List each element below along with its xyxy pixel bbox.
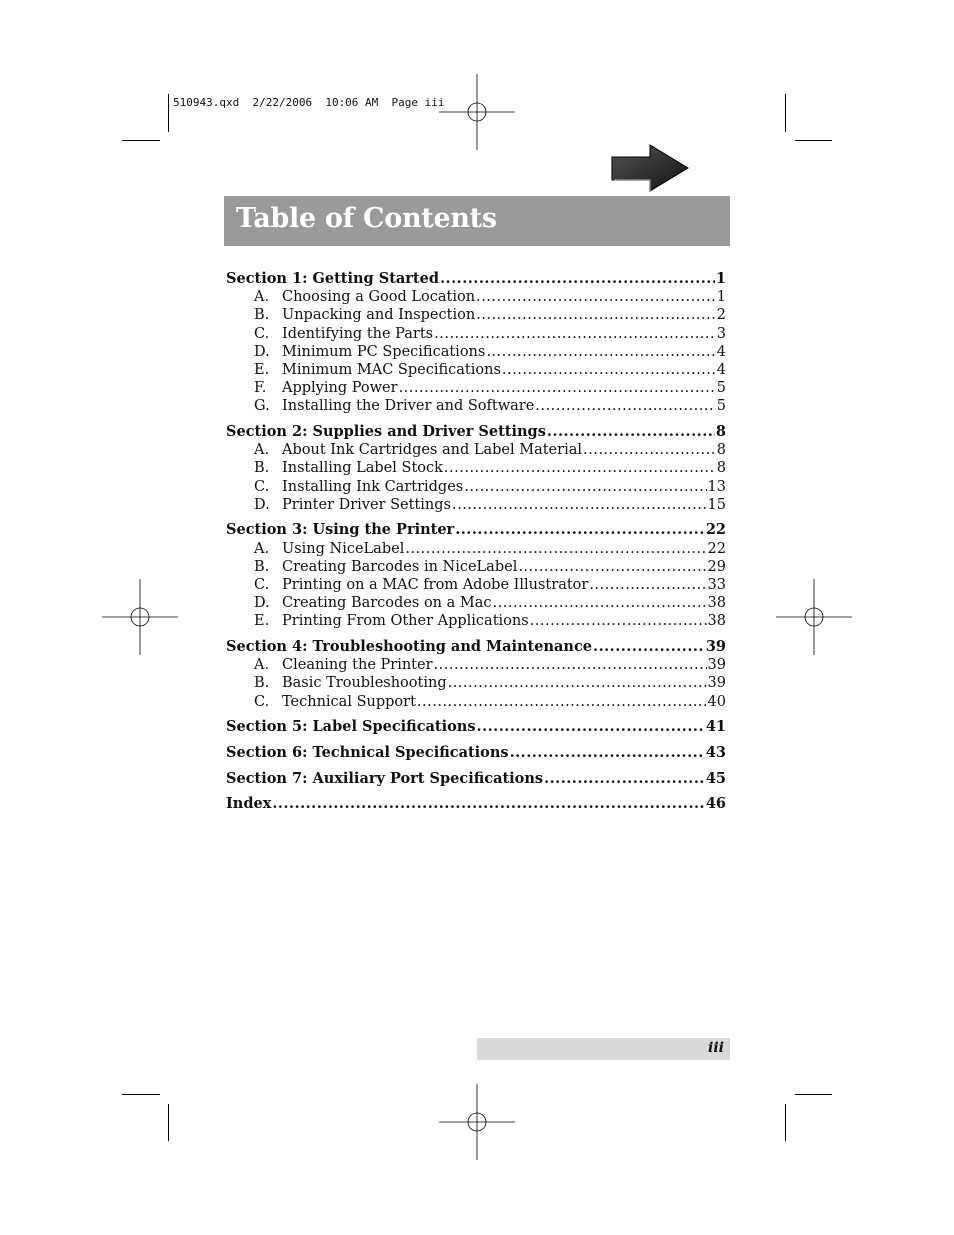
toc-leader-dots [452, 496, 707, 514]
toc-item-letter: A. [254, 657, 270, 674]
toc-page-number: 40 [707, 693, 726, 710]
toc-item-letter: B. [254, 307, 270, 324]
toc-section-entry[interactable] [226, 744, 726, 762]
toc-page-number: 8 [715, 423, 726, 440]
toc-leader-dots [583, 441, 716, 459]
toc-section-label: Section 3: Using the Printer [226, 521, 455, 539]
crop-mark-bottom-left-h [122, 1094, 160, 1095]
toc-subsection-entry[interactable] [226, 478, 726, 496]
toc-page-number: 5 [716, 380, 726, 397]
toc-leader-dots [444, 459, 716, 477]
toc-item-letter: B. [254, 558, 270, 575]
section-gap [226, 514, 726, 522]
registration-mark-icon [439, 1084, 515, 1160]
toc-page-number: 4 [716, 361, 726, 378]
toc-page-number: 38 [707, 595, 726, 612]
toc-item-label: Printer Driver Settings [282, 496, 451, 513]
toc-page-number: 45 [705, 769, 726, 787]
toc-page-number: 2 [716, 307, 726, 324]
toc-item-label: Installing Ink Cartridges [282, 478, 464, 495]
toc-page-number: 41 [705, 718, 726, 736]
toc-page-number: 15 [707, 496, 726, 513]
toc-subsection-entry[interactable] [226, 576, 726, 594]
toc-leader-dots [448, 674, 707, 692]
toc-subsection-entry[interactable] [226, 540, 726, 558]
toc-item-label: Minimum PC Specifications [282, 343, 486, 360]
section-gap [226, 416, 726, 424]
toc-leader-dots [272, 795, 704, 813]
toc-page-number: 1 [715, 270, 726, 287]
toc-item-label: Printing From Other Applications [282, 613, 529, 630]
toc-section-entry[interactable] [226, 521, 726, 539]
section-gap [226, 737, 726, 745]
title-bar [224, 196, 730, 246]
section-gap [226, 711, 726, 719]
toc-section-label: Section 1: Getting Started [226, 270, 439, 287]
toc-page-number: 4 [716, 343, 726, 360]
toc-item-label: Installing Label Stock [282, 460, 443, 477]
toc-leader-dots [434, 325, 716, 343]
toc-section-label: Section 6: Technical Specifications [226, 744, 509, 761]
toc-page-number: 22 [707, 540, 726, 557]
toc-section-entry[interactable] [226, 638, 726, 656]
toc-item-label: Unpacking and Inspection [282, 307, 476, 324]
toc-leader-dots [589, 576, 706, 594]
toc-item-label: Choosing a Good Location [282, 289, 476, 306]
toc-section-entry[interactable] [226, 718, 726, 736]
page-title: Table of Contents [236, 203, 497, 234]
toc-item-letter: A. [254, 540, 270, 557]
toc-subsection-entry[interactable] [226, 361, 726, 379]
registration-mark-icon [439, 74, 515, 150]
toc-page-number: 1 [716, 289, 726, 306]
toc-page-number: 39 [707, 657, 726, 674]
toc-leader-dots [510, 744, 705, 762]
toc-item-label: Creating Barcodes in NiceLabel [282, 558, 518, 575]
toc-leader-dots [502, 361, 716, 379]
toc-item-label: Creating Barcodes on a Mac [282, 595, 492, 612]
toc-item-letter: A. [254, 289, 270, 306]
toc-leader-dots [434, 656, 707, 674]
toc-item-letter: F. [254, 380, 267, 397]
toc-page-number: 39 [705, 638, 726, 656]
registration-mark-icon [102, 579, 178, 655]
toc-section-label: Section 4: Troubleshooting and Maintenance [226, 638, 593, 656]
toc-leader-dots [493, 594, 707, 612]
toc-section-label: Index [226, 795, 272, 813]
toc-leader-dots [476, 306, 716, 324]
toc-item-letter: B. [254, 460, 270, 477]
toc-item-label: Using NiceLabel [282, 540, 405, 557]
toc-page-number: 8 [716, 442, 726, 459]
toc-subsection-entry[interactable] [226, 496, 726, 514]
toc-section-entry[interactable] [226, 770, 726, 788]
toc-section-entry[interactable] [226, 270, 726, 288]
toc-page-number: 3 [716, 325, 726, 342]
section-gap [226, 631, 726, 639]
toc-subsection-entry[interactable] [226, 656, 726, 674]
toc-subsection-entry[interactable] [226, 379, 726, 397]
toc-item-label: Applying Power [282, 380, 398, 397]
toc-section-label: Section 5: Label Specifications [226, 718, 476, 736]
toc-subsection-entry[interactable] [226, 594, 726, 612]
toc-item-letter: C. [254, 478, 270, 495]
crop-mark-top-right-h [795, 140, 832, 141]
toc-leader-dots [405, 540, 706, 558]
toc-section-entry[interactable] [226, 795, 726, 813]
crop-mark-bottom-right-h [795, 1094, 832, 1095]
toc-subsection-entry[interactable] [226, 306, 726, 324]
toc-subsection-entry[interactable] [226, 612, 726, 630]
toc-item-letter: E. [254, 613, 270, 630]
toc-item-label: Cleaning the Printer [282, 657, 433, 674]
toc-leader-dots [399, 379, 716, 397]
toc-page-number: 39 [707, 675, 726, 692]
toc-subsection-entry[interactable] [226, 288, 726, 306]
toc-subsection-entry[interactable] [226, 441, 726, 459]
toc-leader-dots [417, 693, 707, 711]
toc-section-label: Section 2: Supplies and Driver Settings [226, 423, 546, 440]
toc-item-label: Minimum MAC Specifications [282, 361, 501, 378]
toc-item-label: Installing the Driver and Software [282, 398, 535, 415]
toc-page-number: 38 [707, 613, 726, 630]
toc-leader-dots [464, 478, 706, 496]
toc-item-letter: D. [254, 343, 270, 360]
toc-leader-dots [544, 770, 705, 788]
toc-leader-dots [440, 270, 715, 288]
toc-subsection-entry[interactable] [226, 674, 726, 692]
toc-subsection-entry[interactable] [226, 325, 726, 343]
toc-page-number: 5 [716, 398, 726, 415]
toc-section-entry[interactable] [226, 423, 726, 441]
toc-page-number: 46 [705, 795, 726, 813]
toc-item-letter: G. [254, 398, 270, 415]
toc-subsection-entry[interactable] [226, 397, 726, 415]
toc-leader-dots [547, 423, 715, 441]
toc-item-letter: B. [254, 675, 270, 692]
toc-section-label: Section 7: Auxiliary Port Specifications [226, 769, 544, 787]
footer-bar [477, 1038, 730, 1060]
toc-item-letter: D. [254, 496, 270, 513]
toc-leader-dots [535, 397, 715, 415]
crop-mark-bottom-left-v [168, 1104, 169, 1141]
toc-leader-dots [486, 343, 715, 361]
registration-mark-icon [776, 579, 852, 655]
toc-leader-dots [455, 521, 705, 539]
next-page-arrow-icon [610, 143, 692, 195]
toc-item-label: Basic Troubleshooting [282, 675, 447, 692]
toc-item-letter: A. [254, 442, 270, 459]
crop-mark-top-left-v [168, 94, 169, 132]
toc-page-number: 33 [707, 577, 726, 593]
crop-mark-bottom-right-v [785, 1104, 786, 1141]
toc-leader-dots [477, 718, 705, 736]
page-number: iii [708, 1040, 724, 1056]
toc-item-letter: C. [254, 693, 270, 710]
toc-item-letter: C. [254, 577, 270, 593]
crop-mark-top-left-h [122, 140, 160, 141]
toc-subsection-entry[interactable] [226, 343, 726, 361]
toc-subsection-entry[interactable] [226, 558, 726, 576]
toc-leader-dots [593, 638, 705, 656]
toc-item-label: Printing on a MAC from Adobe Illustrator [282, 577, 589, 593]
toc-page-number: 29 [707, 558, 726, 575]
toc-item-label: About Ink Cartridges and Label Material [282, 442, 582, 459]
toc-leader-dots [476, 288, 716, 306]
toc-item-letter: E. [254, 361, 270, 378]
toc-page-number: 43 [705, 744, 726, 761]
toc-item-label: Identifying the Parts [282, 325, 434, 342]
toc-page-number: 22 [705, 521, 726, 539]
toc-leader-dots [530, 612, 707, 630]
toc-leader-dots [518, 558, 706, 576]
crop-mark-top-right-v [785, 94, 786, 132]
toc-item-label: Technical Support [282, 693, 416, 710]
toc-subsection-entry[interactable] [226, 693, 726, 711]
toc-item-letter: D. [254, 595, 270, 612]
toc-subsection-entry[interactable] [226, 459, 726, 477]
toc-page-number: 13 [707, 478, 726, 495]
section-gap [226, 762, 726, 770]
print-slug: 510943.qxd 2/22/2006 10:06 AM Page iii [173, 96, 445, 109]
toc-page-number: 8 [716, 460, 726, 477]
toc-item-letter: C. [254, 325, 270, 342]
table-of-contents [226, 270, 726, 814]
section-gap [226, 788, 726, 796]
